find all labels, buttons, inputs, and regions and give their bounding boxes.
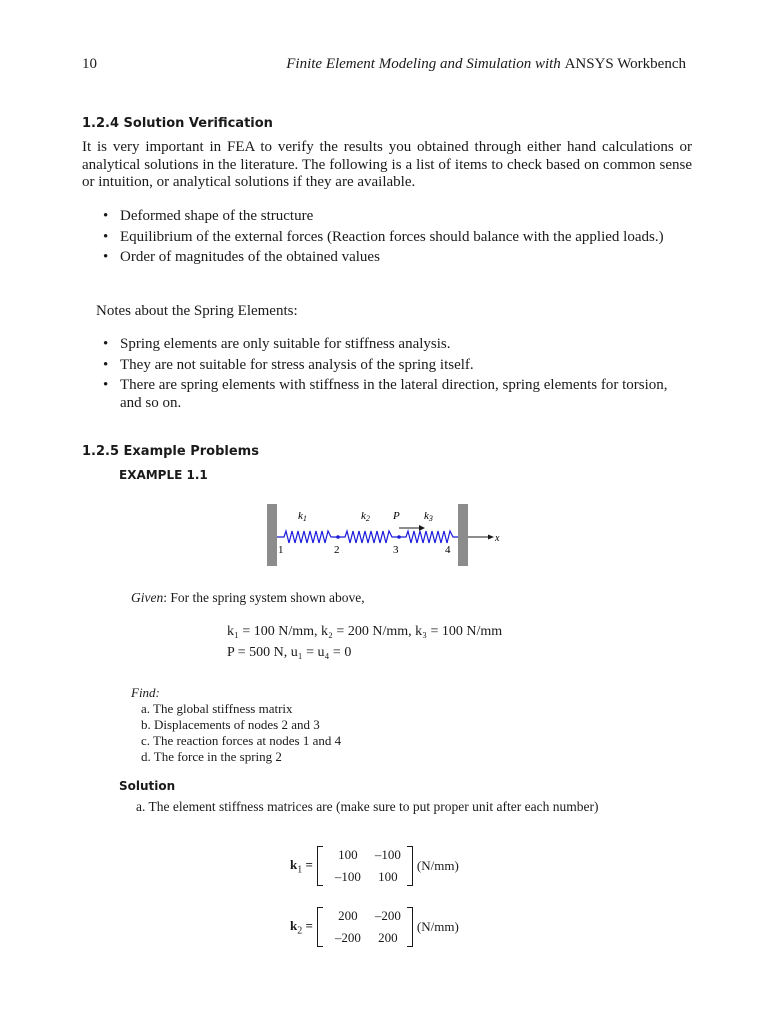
force-p-label: P [393, 510, 400, 522]
example-label: EXAMPLE 1.1 [119, 468, 208, 482]
matrix-k2-label: $k_2$ = [290, 917, 313, 937]
matrix-k2-unit: (N/mm) [416, 919, 459, 934]
list-item: b. Displacements of nodes 2 and 3 [141, 717, 320, 732]
matrix-k2-values [323, 908, 407, 946]
matrix-k1-values [323, 847, 407, 885]
x-axis-label: x [495, 533, 500, 544]
matrix-cell: –100 [374, 847, 401, 862]
matrix-cell: 200 [338, 908, 358, 923]
given-label: Given [131, 590, 164, 605]
node-label-4: 4 [445, 544, 451, 556]
spring-1 [277, 531, 338, 543]
section-heading-example-problems: 1.2.5 Example Problems [82, 444, 259, 459]
left-wall [267, 504, 277, 566]
node-2-dot [336, 535, 340, 539]
spring-3 [399, 531, 458, 543]
matrix-cell: 100 [378, 869, 398, 884]
find-title: Find: [131, 685, 160, 700]
solution-item-a: a. The element stiffness matrices are (make sure to put proper unit after each number) [136, 799, 599, 814]
list-item: • Equilibrium of the external forces (Reaction forces should balance with the applied loads.) [100, 229, 680, 247]
node-label-3: 3 [393, 544, 399, 556]
spring-2 [338, 531, 399, 543]
list-item: c. The reaction forces at nodes 1 and 4 [141, 733, 342, 748]
matrix-cell: –100 [334, 869, 361, 884]
k3-label: k3 [424, 510, 433, 523]
spring-system-diagram [262, 500, 512, 570]
spring-notes-list [100, 336, 680, 415]
matrix-cell: 100 [338, 847, 358, 862]
matrix-k1-label: $k_1$ = [290, 856, 313, 876]
section-heading-solution-verification: 1.2.4 Solution Verification [82, 116, 273, 131]
matrix-right-bracket [407, 907, 413, 947]
list-item: • They are not suitable for stress analysis of the spring itself. [100, 357, 680, 375]
right-wall [458, 504, 468, 566]
node-3-dot [397, 535, 401, 539]
matrix-k2 [290, 907, 459, 947]
page-number: 10 [82, 56, 97, 72]
given-line [131, 590, 365, 606]
k1-label: k1 [298, 510, 307, 523]
given-stiffness-values: k₁ = 100 N/mm, k₂ = 200 N/mm, k₃ = 100 N/mm [227, 624, 503, 639]
matrix-k1 [290, 846, 459, 886]
intro-paragraph: It is very important in FEA to verify the results you obtained through either hand calculations or analytical solutions in the literature. The following is a list of items to check based on common sense or intuition, or analytical solutions if they are available. [82, 139, 692, 190]
given-load-values: P = 500 N, u₁ = u₄ = 0 [227, 645, 352, 660]
matrix-cell: 200 [378, 930, 398, 945]
running-header [286, 56, 686, 73]
k2-label: k2 [361, 510, 370, 523]
list-item: a. The global stiffness matrix [141, 701, 293, 716]
find-list [131, 701, 341, 765]
notes-title: Notes about the Spring Elements: [96, 303, 298, 319]
verification-checklist [100, 208, 680, 270]
matrix-cell: –200 [334, 930, 361, 945]
matrix-cell: –200 [374, 908, 401, 923]
list-item: • There are spring elements with stiffness in the lateral direction, spring elements for torsion, and so on. [100, 377, 680, 412]
running-header-italic: Finite Element Modeling and Simulation with [286, 56, 561, 72]
list-item: d. The force in the spring 2 [141, 749, 282, 764]
x-axis-arrow-head [488, 535, 494, 540]
solution-title: Solution [119, 779, 176, 793]
running-header-upright: ANSYS Workbench [564, 56, 686, 72]
list-item: • Order of magnitudes of the obtained values [100, 249, 680, 267]
matrix-k1-unit: (N/mm) [416, 858, 459, 873]
force-arrow-head [419, 525, 425, 531]
node-label-1: 1 [278, 544, 284, 556]
list-item: • Spring elements are only suitable for stiffness analysis. [100, 336, 680, 354]
given-text: : For the spring system shown above, [163, 590, 365, 605]
matrix-right-bracket [407, 846, 413, 886]
list-item: • Deformed shape of the structure [100, 208, 680, 226]
find-block [131, 685, 341, 765]
node-label-2: 2 [334, 544, 340, 556]
